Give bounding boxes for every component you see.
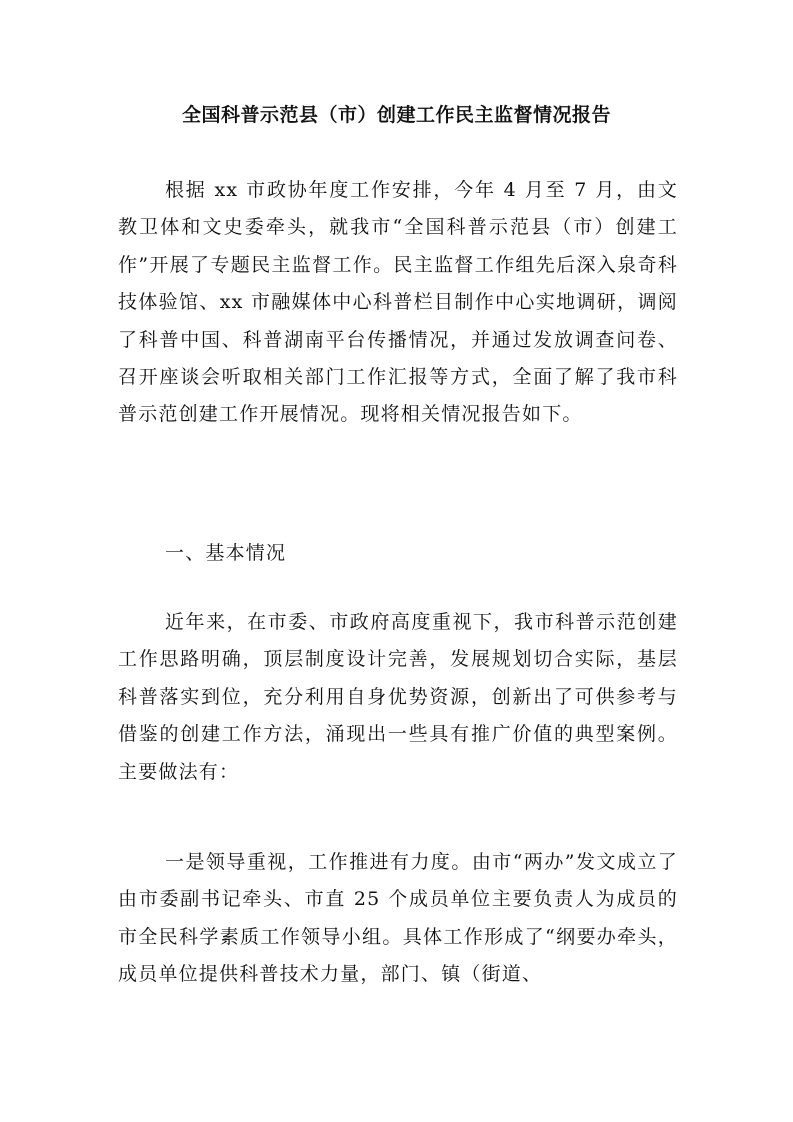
intro-paragraph: 根据 xx 市政协年度工作安排，今年 4 月至 7 月，由文教卫体和文史委牵头，就我市“全国科普示范县（市）创建工作”开展了专题民主监督工作。民主监督工作组先后深入泉奇科技体验馆、xx 市融媒体中心科普栏目制作中心实地调研，调阅了科普中国、科普湖南平台传播情况，并通过发放调查问卷、召开座谈会听取相关部门工作汇报等方式，全面了解了我市科普示范创建工作开展情况。现将相关情况报告如下。 <box>118 179 678 426</box>
body-paragraph-overview: 近年来，在市委、市政府高度重视下，我市科普示范创建工作思路明确，顶层制度设计完善，发展规划切合实际，基层科普落实到位，充分利用自身优势资源，创新出了可供参考与借鉴的创建工作方法，涌现出一些具有推广价值的典型案例。主要做法有： <box>118 611 678 783</box>
body-paragraph-leadership: 一是领导重视，工作推进有力度。由市“两办”发文成立了由市委副书记牵头、市直 25 个成员单位主要负责人为成员的市全民科学素质工作领导小组。具体工作形成了“纲要办牵头，成员单位提供科普技术力量，部门、镇（街道、 <box>118 851 678 986</box>
section-heading-basic-situation: 一、基本情况 <box>165 542 287 564</box>
document-title: 全国科普示范县（市）创建工作民主监督情况报告 <box>181 104 611 126</box>
